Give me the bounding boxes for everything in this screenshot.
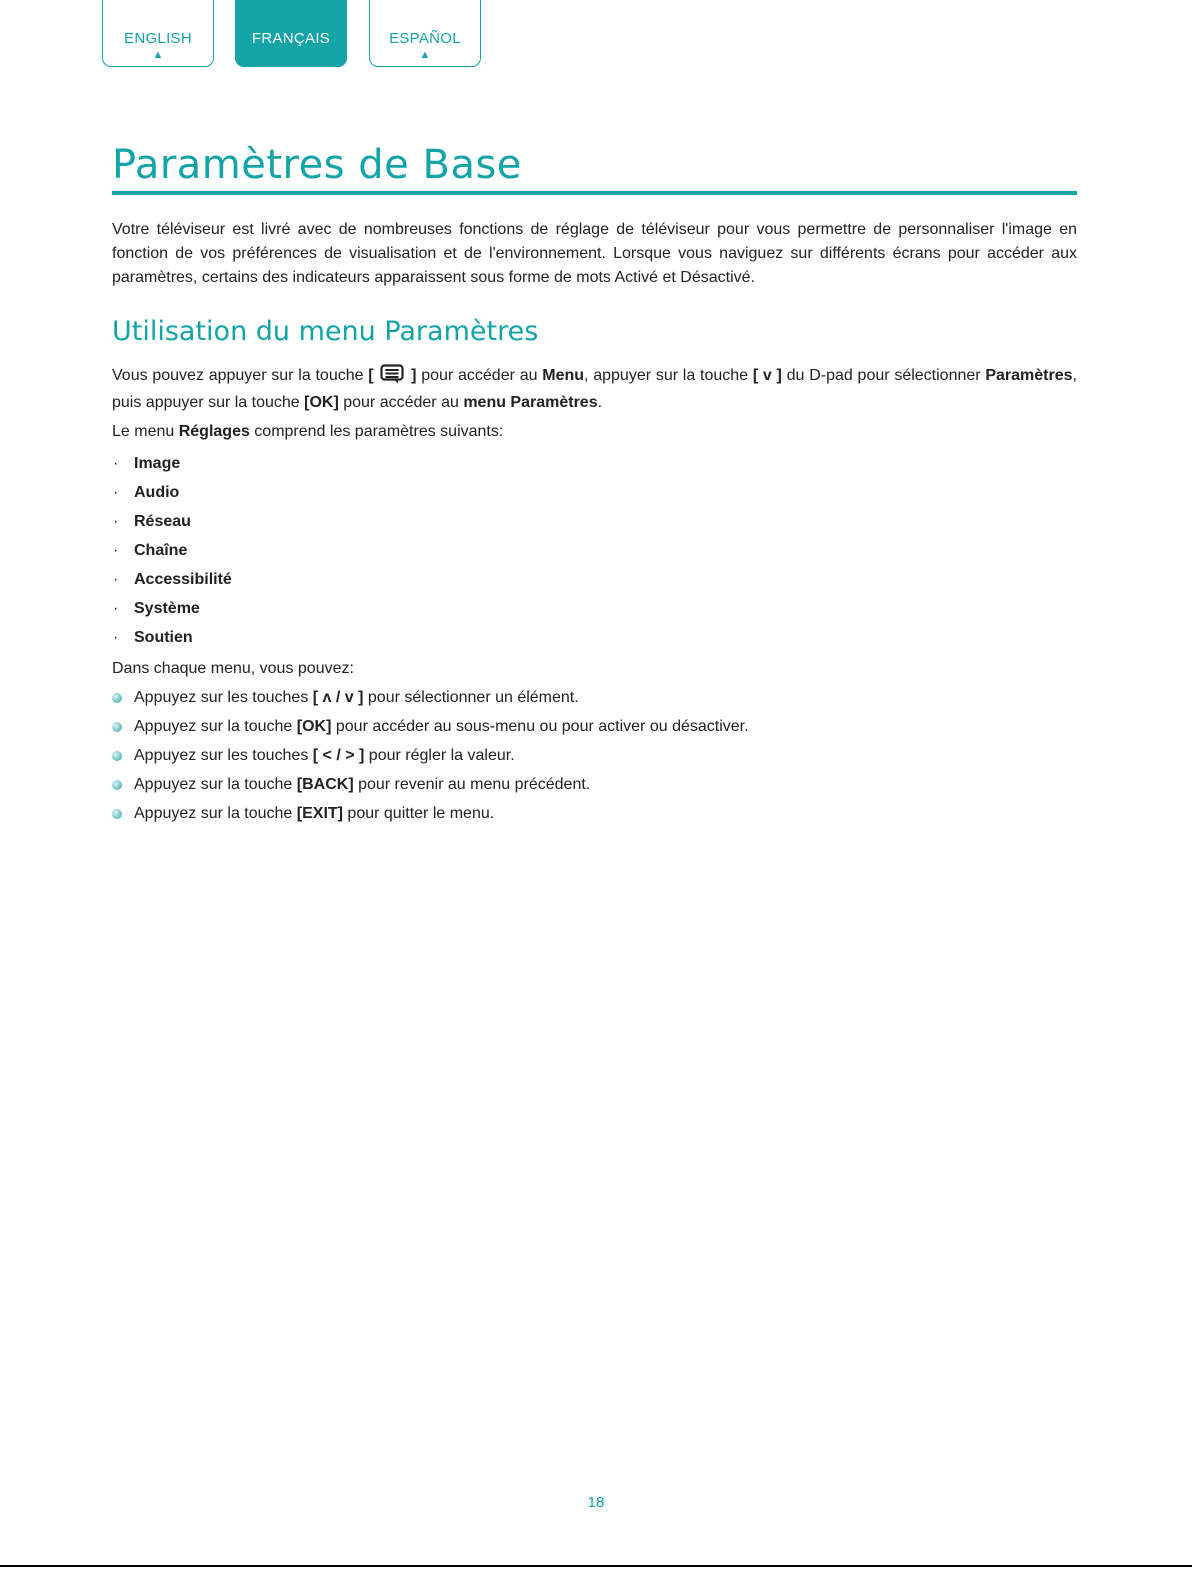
text-run: comprend les paramètres suivants: (249, 423, 504, 440)
tab-espanol-label: ESPAÑOL (389, 30, 461, 47)
key-bracket-open: [ (368, 367, 379, 384)
text-run: , appuyer sur la touche (584, 367, 753, 384)
key-label: [ < / > ] (312, 747, 365, 764)
settings-item-label: Chaîne (134, 542, 188, 559)
list-item (112, 770, 1077, 799)
bottom-divider (0, 1565, 1192, 1567)
list-item (112, 565, 1077, 594)
bullet: · (113, 542, 119, 559)
triangle-up-icon: ▲ (152, 49, 164, 61)
ok-key: [OK] (304, 394, 339, 411)
reglages-term: Réglages (178, 423, 250, 440)
bullet-ball-icon (112, 722, 122, 732)
list-item (112, 623, 1077, 652)
key-label: [EXIT] (296, 805, 343, 822)
down-key: [ v ] (752, 367, 782, 384)
list-item (112, 741, 1077, 770)
text-run: pour accéder au (338, 394, 464, 411)
list-item (112, 683, 1077, 712)
intro-paragraph: Votre téléviseur est livré avec de nombreuses fonctions de réglage de téléviseur pour vous permettre de personnaliser l'image en fonction de vos préférences de visualisation et de l'environnement. Lorsque vous naviguez sur différents écrans pour accéder aux paramètres, certains des indicateurs apparaissent sous forme de mots Activé et Désactivé. (112, 221, 1077, 286)
tab-francais-label: FRANÇAIS (251, 30, 331, 47)
bullet-ball-icon (112, 809, 122, 819)
list-item (112, 712, 1077, 741)
key-label: [BACK] (296, 776, 354, 793)
text-run: Appuyez sur la touche (134, 718, 297, 735)
bullet: · (113, 455, 119, 472)
menu-term: Menu (542, 367, 585, 384)
page-number: 18 (587, 1494, 605, 1511)
text-run: pour régler la valeur. (364, 747, 515, 764)
text-run: , puis appuyer sur la touche (112, 367, 1077, 411)
menu-intro-paragraph (112, 420, 1077, 443)
section-body (112, 364, 1077, 828)
section-title: Utilisation du menu Paramètres (112, 316, 539, 347)
settings-list (112, 449, 1077, 652)
bullet-ball-icon (112, 693, 122, 703)
text-run: Appuyez sur les touches (134, 689, 313, 706)
text-run: Appuyez sur la touche (134, 805, 297, 822)
navigation-list (112, 683, 1077, 828)
settings-item-label: Audio (134, 484, 180, 501)
key-bracket-close: ] (406, 367, 417, 384)
title-divider (112, 191, 1077, 195)
list-item (112, 594, 1077, 623)
text-run: pour quitter le menu. (342, 805, 495, 822)
settings-item-label: Réseau (134, 513, 191, 530)
page-title: Paramètres de Base (112, 142, 522, 188)
settings-item-label: Système (134, 600, 200, 617)
tab-francais[interactable] (235, 0, 347, 67)
settings-item-label: Accessibilité (134, 571, 232, 588)
bullet-ball-icon (112, 751, 122, 761)
text-run: . (597, 394, 603, 411)
text-run: du D-pad pour sélectionner (781, 367, 986, 384)
text-run: pour accéder au sous-menu ou pour activer ou désactiver. (331, 718, 749, 735)
text-run: Vous pouvez appuyer sur la touche (112, 367, 369, 384)
list-item (112, 799, 1077, 828)
bullet-ball-icon (112, 780, 122, 790)
menu-parametres-term: menu Paramètres (463, 394, 598, 411)
text-run: Appuyez sur les touches (134, 747, 313, 764)
each-menu-text: Dans chaque menu, vous pouvez: (112, 660, 354, 677)
list-item (112, 449, 1077, 478)
tab-english[interactable] (102, 0, 214, 67)
parametres-term: Paramètres (985, 367, 1073, 384)
menu-icon (380, 364, 404, 391)
triangle-up-icon: ▲ (419, 49, 431, 61)
text-run: pour accéder au (416, 367, 543, 384)
text-run: Appuyez sur la touche (134, 776, 297, 793)
text-run: Le menu (112, 423, 179, 440)
bullet: · (113, 600, 119, 617)
key-label: [OK] (296, 718, 332, 735)
tab-english-label: ENGLISH (124, 30, 192, 47)
bullet: · (113, 513, 119, 530)
list-item (112, 478, 1077, 507)
settings-item-label: Soutien (134, 629, 193, 646)
tab-espanol[interactable] (369, 0, 481, 67)
key-label: [ ʌ / v ] (312, 689, 364, 706)
bullet: · (113, 571, 119, 588)
list-item (112, 536, 1077, 565)
text-run: pour sélectionner un élément. (363, 689, 579, 706)
list-item (112, 507, 1077, 536)
instructions-paragraph (112, 364, 1077, 414)
bullet: · (113, 484, 119, 501)
text-run: pour revenir au menu précédent. (353, 776, 591, 793)
bullet: · (113, 629, 119, 646)
settings-item-label: Image (134, 455, 181, 472)
